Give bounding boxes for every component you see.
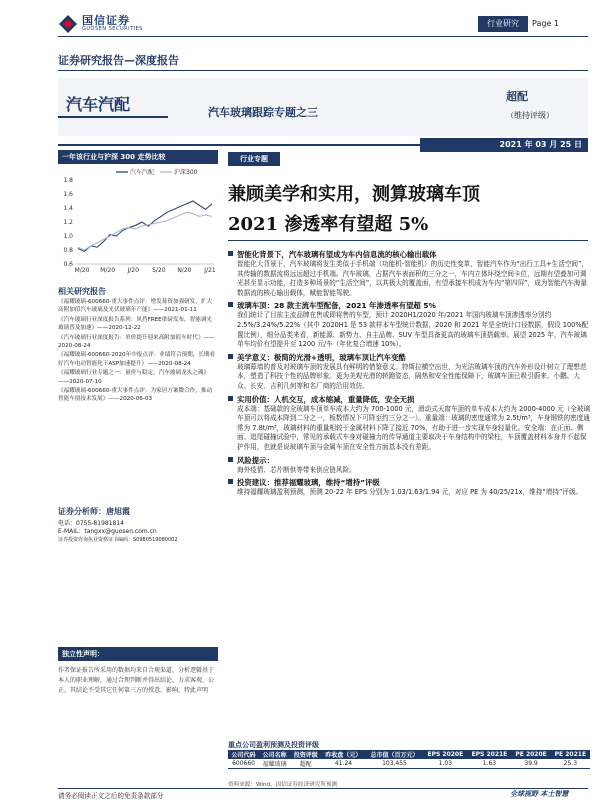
logo [58,12,148,38]
cell-pe-2020: 39.9 [511,759,550,769]
cell-mktcap: 103,455 [366,759,424,769]
topic-tag: 行业专题 [228,152,280,166]
th-rating: 投资评级 [290,750,321,759]
sector-underline [58,116,168,118]
square-bullet-icon [228,479,233,484]
page-header [0,0,600,48]
analyst-phone: 电话：0755-81981814 [58,520,124,527]
header-rule [58,36,588,37]
table-title: 重点公司盈利预测及投资评级 [228,741,319,749]
cell-eps-2020: 1.03 [423,759,467,769]
related-reports-title: 相关研究报告 [58,287,106,296]
section-text: 智能化大背景下，汽车玻璃将发生类似于手机端（功能机-智能机）的历史性变革，智能汽车作为“出行工具+生活空间”，其传输的数据流将远远超过手机端。汽车玻璃，占据汽车表面积的三分之一，车内立体环绕空间卡位，远期有望叠加可调光甚至显示功能，打造多种场景的“生活空间”，以其极大的覆盖面，有望承接车机成为车内“第四屏”，成为智能汽车海量数据流的核心输出载体，赋能智能驾驶。 [237,260,589,297]
section-text: 玻璃幕墙的普及对玻璃车顶的发展具有鲜明的借鉴意义。特斯拉横空出世，为光洁玻璃车顶的汽车外形设计树立了理想范本，塑造了科技个性的品牌形象。更为美观光滑的轿跑姿态，隔热和安全性能保障下，玻璃车顶已吸引蔚来、小鹏、大众、长安、吉利几何等和名厂商的沿用效仿。 [237,362,587,390]
performance-chart [58,166,218,278]
x-tick-label: M/20 [100,267,116,274]
body-section [228,395,590,453]
report-type-rule [58,70,588,71]
cell-name: 福耀玻璃 [259,759,290,769]
y-tick-label: 1.8 [63,177,73,184]
th-eps-2020: EPS 2020E [423,750,467,759]
section-text: 海外疫情、芯片断供等带来供应链风险。 [237,465,356,474]
section-text: 维持福耀玻璃盈利预测，预测 20-22 年 EPS 分别为 1.03/1.63/1.94 元，对应 PE 为 40/25/21x，维持“增持”评级。 [237,488,583,497]
relative-performance-bar: 一年该行业与沪深 300 走势比较 [58,150,218,164]
section-heading: 美学意义：极简的光滑+透明，玻璃车顶让汽车变酷 [237,352,406,362]
logo-text: 国信证券 [82,14,130,27]
footer-rule [58,788,588,789]
y-tick-label: 1.6 [63,191,73,198]
y-tick-label: 1.2 [63,219,73,226]
y-tick-label: 1.4 [63,205,73,212]
date-rule [58,144,420,146]
related-report-item[interactable]: 《福耀玻璃-600660-2020年中报点评：业绩符合预期，长期看好汽车电动智能化下ASP加速提升》——2020-08-24 [58,352,216,367]
th-code: 公司代码 [228,750,259,759]
x-tick-label: S/20 [152,267,166,274]
body-section [228,353,590,392]
analyst-info [58,520,218,544]
sector-name: 汽车汽配 [66,95,131,114]
header-tag: 行业研究 [478,16,528,32]
body-section [228,250,590,298]
related-report-item[interactable]: 《汽车玻璃行业深度报告系列：风挡FREE重磅发布，智能调光玻璃普及加速》——2020-12-22 [58,316,213,332]
th-eps-2021: EPS 2021E [467,750,511,759]
y-tick-label: 0.6 [63,261,73,268]
section-heading: 智能化背景下，汽车玻璃有望成为车内信息流的核心输出载体 [237,250,437,259]
rating-sub: （维持评级） [506,111,554,120]
section-heading: 玻璃车顶：28 款主流车型配备，2021 年渗透率有望超 5% [237,301,436,311]
square-bullet-icon [228,354,233,359]
legend-label-0: 汽车汽配 [130,169,155,176]
square-bullet-icon [228,396,233,401]
square-bullet-icon [228,251,233,256]
footer-slogan: 全球视野 本土智慧 [510,789,569,798]
body-section [228,456,590,476]
x-tick-label: J/21 [204,267,216,274]
related-report-item[interactable]: 《福耀玻璃-600660-重大事件点评：为家居方案微合作，推动智能车窗技术发展》——2020-06-03 [58,388,213,403]
cell-code: 600660 [228,759,259,769]
cell-rating: 超配 [290,759,321,769]
related-report-item[interactable]: 《汽车玻璃行业深度报告：单价提升迎来高附加值车时代》——2020-08-24 [58,334,215,350]
x-tick-label: J/20 [127,267,139,274]
independence-statement: 作者保证报告所采用的数据均来自合规渠道，分析逻辑基于本人的职业理解，通过合理判断并得出结论，力求客观、公正，其结论不受其它任何第三方的授意、影响，特此声明 [58,667,215,694]
table-source: 资料来源：Wind、国信证券经济研究所预测 [228,782,338,788]
related-report-item[interactable]: 《福耀玻璃行业专题之一：量价与稳定，汽车玻璃龙头之魂》——2020-07-10 [58,370,210,385]
title-band [58,78,588,136]
square-bullet-icon [228,457,233,462]
footer-disclaimer: 请务必阅读正文之后的免责条款部分 [58,792,164,800]
cell-close: 41.24 [321,759,365,769]
legend-label-1: 沪深300 [174,169,198,176]
x-tick-label: M/20 [74,267,90,274]
guosen-logo-icon [58,14,78,34]
headline-rule [228,240,588,241]
topic-title: 汽车玻璃跟踪专题之三 [208,106,318,119]
body-section [228,301,590,349]
cell-eps-2021: 1.63 [467,759,511,769]
headline-line-2: 2021 渗透率有望超 5% [228,214,429,235]
related-reports-list [58,298,216,405]
y-tick-label: 1.0 [63,233,73,240]
section-text: 成本端：基础款的全玻璃车顶单车成本大约为 700-1000 元，滑动式天窗车顶的单车成本大约为 2000-4000 元（全玻璃车顶可以将成本降到二分之一，板数情况下可降至约三分之一）。重量端：玻璃的密度通常为 2.5t/m³，车身钢铁的密度通常为 7.8t/m³，玻璃材料的重量相较于金属材料下降了接近 70%，有助于进一步实现车身轻量化。安全端：在正面、侧面、追尾碰撞试验中，常见的承载式车身对碰撞力的传导通道主要取决于车身结构中的梁柱，车顶覆盖材料本身并不起保护作用，也就是说玻璃车顶与金属车顶在安全性方面基本没有差距。 [237,404,591,451]
analyst-email[interactable]: E-MAIL：tangxx@guosen.com.cn [58,528,157,535]
report-body [228,250,590,501]
th-mktcap: 总市值（百万元） [366,750,424,759]
table-row [228,759,590,769]
body-section [228,478,590,498]
report-date: 2021 年 03 月 25 日 [420,138,588,152]
series-line-1 [78,212,212,250]
th-pe-2020: PE 2020E [511,750,550,759]
table-header-row [228,750,590,759]
x-tick-label: N/20 [177,267,192,274]
th-pe-2021: PE 2021E [551,750,590,759]
rating: 超配 [506,90,528,103]
report-type: 证券研究报告—深度报告 [58,54,179,67]
forecast-table [228,750,590,769]
th-close: 昨收盘（元） [321,750,365,759]
logo-subtext: GUOSEN SECURITIES [82,26,143,32]
section-heading: 实用价值：人机交互，成本缩减，重量降低，安全无损 [237,394,415,404]
cell-pe-2021: 25.3 [551,759,590,769]
analyst-cert: 证券投资咨询执业资格证书编码：S0980519080002 [58,537,178,543]
related-report-item[interactable]: 《福耀玻璃-600660-重大事件点评：增发募资加强研发，扩大高附加值汽车玻璃及光伏玻璃年产能》——2021-01-11 [58,299,213,314]
y-tick-label: 0.8 [63,247,73,254]
series-line-0 [78,201,212,251]
headline-line-1: 兼顾美学和实用，测算玻璃车顶 [228,184,480,205]
section-text: 我们统计了目前主流品牌在售或即将售的车型，预计 2020H1/2020 年/2021 年国内玻璃车顶渗透率分别约 2.5%/3.24%/5.22%（其中 2020H1 是 53 款样本车型统计数据，2020 和 2021 年是全统计口径数据，假设 100%配置比例），细分品类来看，新能源、新势力、自主品牌、SUV 车型具备更高的玻璃车顶搭载率。展望 2025 年，汽车玻璃单车均价有望提升至 1200 元/车（年化复合增速 10%）。 [237,311,589,349]
analyst-title: 证券分析师：唐旭霞 [58,507,130,516]
page-number: Page 1 [532,19,559,28]
independence-statement-bar: 独立性声明： [58,647,218,661]
th-name: 公司名称 [259,750,290,759]
square-bullet-icon [228,302,233,307]
section-heading: 风险提示： [237,455,274,465]
section-heading: 投资建议：推荐福耀玻璃，维持“增持”评级 [237,478,380,488]
